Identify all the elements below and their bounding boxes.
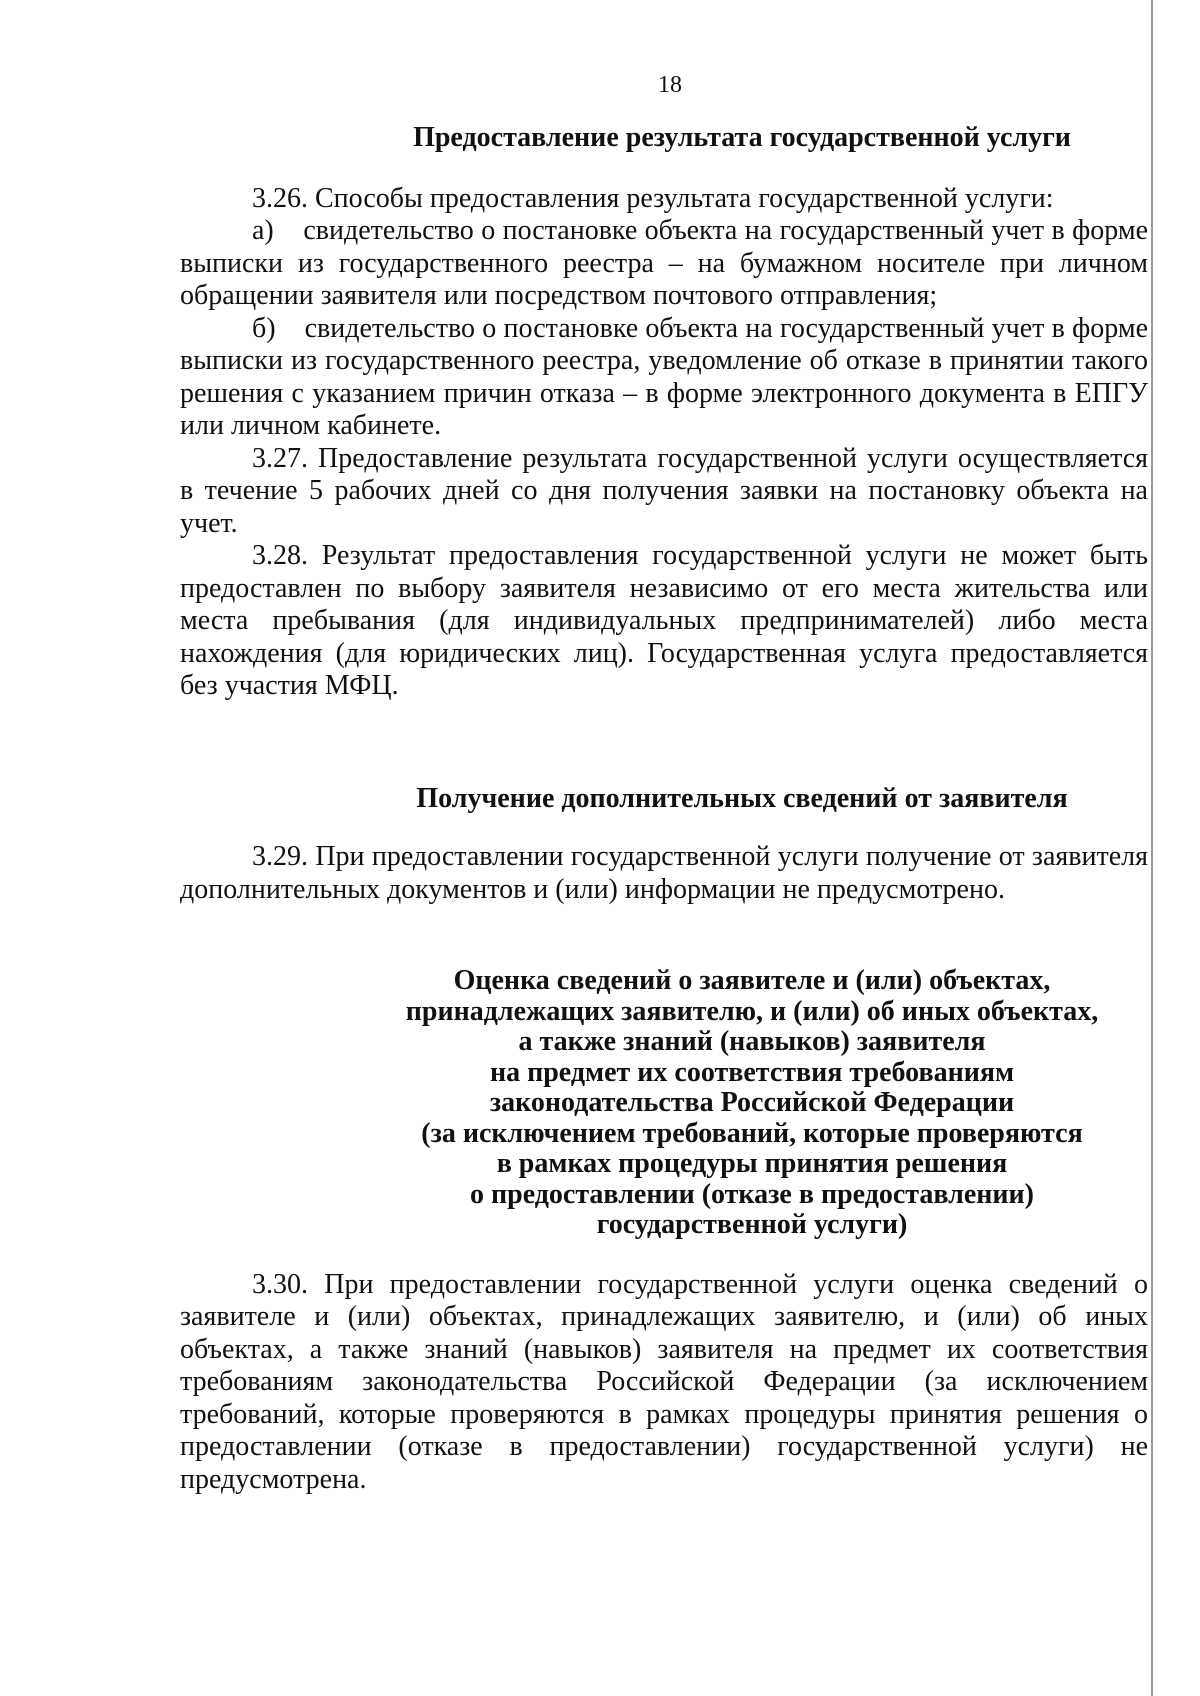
heading-line: (за исключением требований, которые проверяются <box>421 1117 1083 1149</box>
paragraph-3-29: 3.29. При предоставлении государственной услуги получение от заявителя дополнительных документов и (или) информации не предусмотрено. <box>180 841 1148 905</box>
heading-line: на предмет их соответствия требованиям <box>489 1056 1015 1088</box>
heading-line: законодательства Российской Федерации <box>489 1087 1015 1118</box>
heading-line: государственной услуги) <box>596 1209 908 1240</box>
paragraph-3-26: 3.26. Способы предоставления результата государственной услуги: <box>252 182 1054 214</box>
paragraph-3-26-a: а) свидетельство о постановке объекта на государственный учет в форме выписки из государственного реестра – на бумажном носителе при личном обращении заявителя или посредством почтового отправления; <box>180 215 1148 311</box>
section-heading-result: Предоставление результата государственной услуги <box>413 122 1071 153</box>
paragraph-3-26-b: б) свидетельство о постановке объекта на государственный учет в форме выписки из государственного реестра, уведомление об отказе в принятии такого решения с указанием причин отказа – в форме электронного документа в ЕПГУ или личном кабинете. <box>180 312 1148 441</box>
page-edge-line <box>1151 0 1153 1696</box>
heading-line: принадлежащих заявителю, и (или) об иных объектах, <box>405 995 1099 1027</box>
paragraph-3-27: 3.27. Предоставление результата государственной услуги осуществляется в течение 5 рабочих дней со дня получения заявки на постановку объекта на учет. <box>180 442 1148 539</box>
heading-line: а также знаний (навыков) заявителя <box>518 1026 986 1057</box>
heading-line: в рамках процедуры принятия решения <box>496 1148 1008 1179</box>
heading-line: Оценка сведений о заявителе и (или) объектах, <box>453 965 1051 996</box>
section-heading-assessment <box>180 966 1148 1241</box>
section-heading-additional-info: Получение дополнительных сведений от заявителя <box>416 782 1068 814</box>
heading-line: о предоставлении (отказе в предоставлении) <box>469 1178 1035 1210</box>
paragraph-3-28: 3.28. Результат предоставления государственной услуги не может быть предоставлен по выбору заявителя независимо от его места жительства или места пребывания (для индивидуальных предпринимателей) либо места нахождения (для юридических лиц). Государственная услуга предоставляется без участия МФЦ. <box>180 540 1148 701</box>
paragraph-3-30: 3.30. При предоставлении государственной услуги оценка сведений о заявителе и (или) объектах, принадлежащих заявителю, и (или) об иных объектах, а также знаний (навыков) заявителя на предмет их соответствия требованиям законодательства Российской Федерации (за исключением требований, которые проверяются в рамках процедуры принятия решения о предоставлении (отказе в предоставлении) государственной услуги) не предусмотрена. <box>180 1268 1148 1495</box>
page-number: 18 <box>658 72 682 98</box>
page-content <box>180 122 1148 1496</box>
